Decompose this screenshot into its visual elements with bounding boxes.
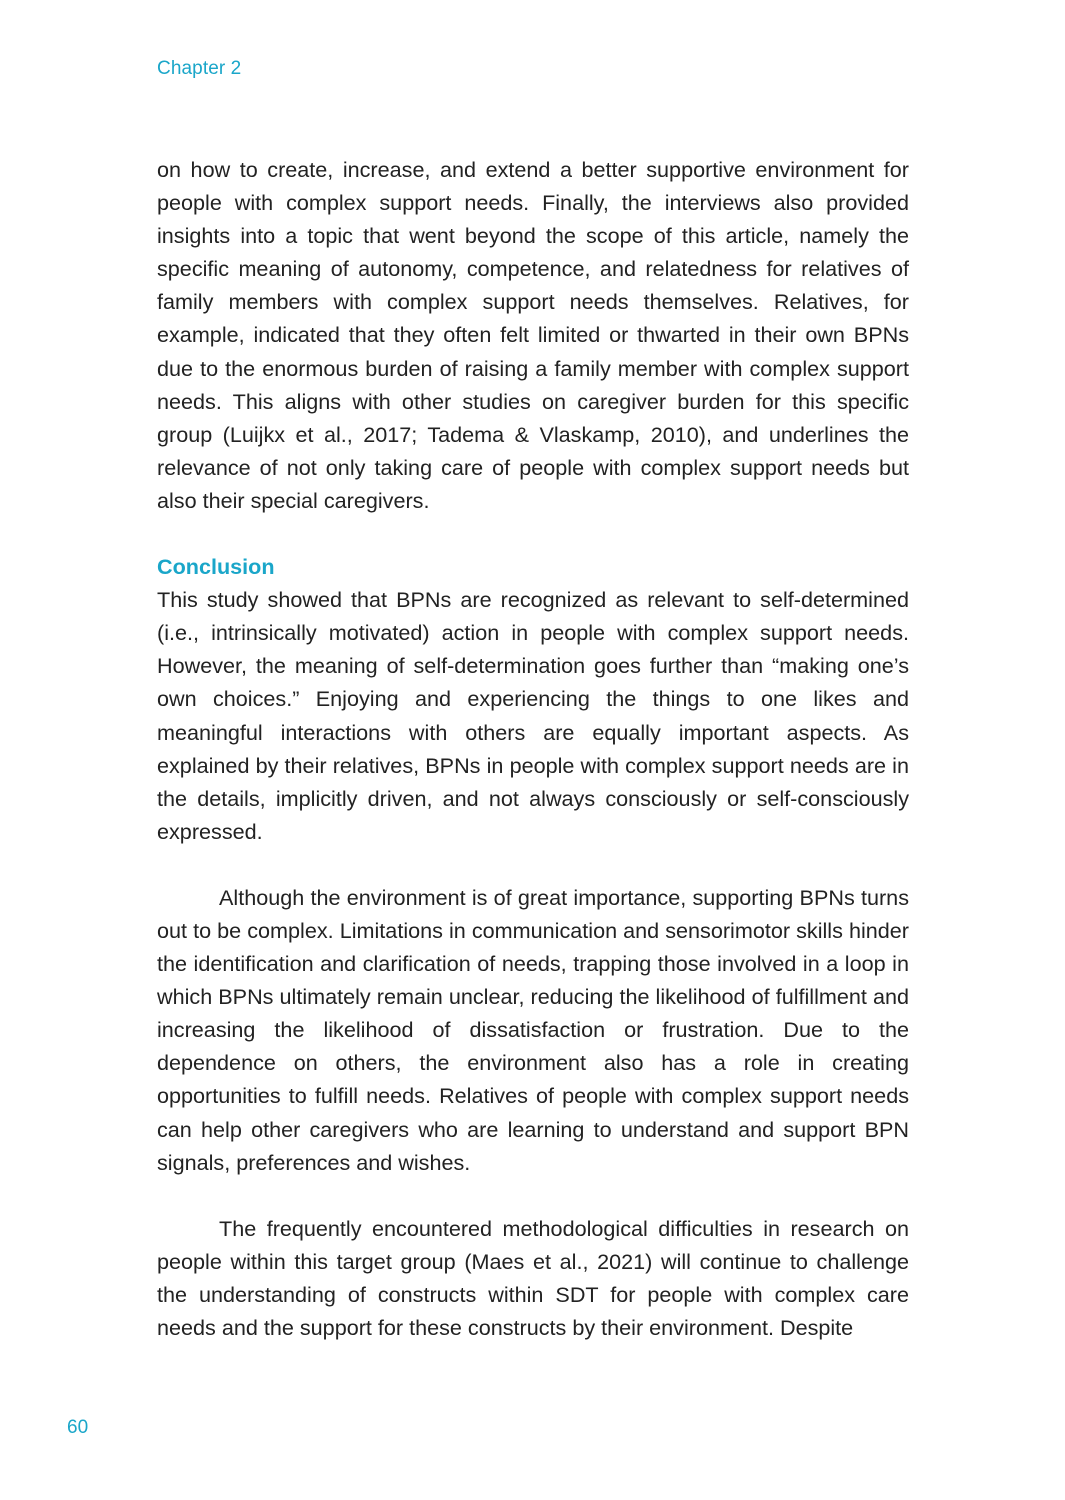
paragraph-conclusion-3: The frequently encountered methodological difficulties in research on people within this target group (Maes et al., 2021) will continue to challenge the understanding of constructs within SDT for people with complex care needs and the support for these constructs by their environment. Despite (157, 1215, 909, 1340)
paragraph-conclusion-1: This study showed that BPNs are recognized as relevant to self-determined (i.e., intrinsically motivated) action in people with complex support needs. However, the meaning of self-determination goes further than “making one’s own choices.” Enjoying and experiencing the things to one likes and meaningful interactions with others are equally important aspects. As explained by their relatives, BPNs in people with complex support needs are in the details, implicitly driven, and not always consciously or self-consciously expressed. (157, 587, 909, 844)
running-head: Chapter 2 (157, 58, 242, 79)
paragraph-spacer (157, 848, 909, 881)
section-heading-conclusion: Conclusion (157, 554, 275, 580)
paragraph-continued: on how to create, increase, and extend a better supportive environment for people with complex support needs. Finally, the interviews also provided insights into a topic that went beyond the scope of this article, namely the specific meaning of autonomy, competence, and relatedness for relatives of family members with complex support needs themselves. Relatives, for example, indicated that they often felt limited or thwarted in their own BPNs due to the enormous burden of raising a family member with complex support needs. This aligns with other studies on caregiver burden for this specific group (Luijkx et al., 2017; Tadema & Vlaskamp, 2010), and underlines the relevance of not only taking care of people with complex support needs but also their special caregivers. (157, 157, 909, 513)
main-text (157, 153, 909, 1344)
paragraph-spacer (157, 1179, 909, 1212)
paragraph-conclusion-2: Although the environment is of great importance, supporting BPNs turns out to be complex. Limitations in communication and sensorimotor skills hinder the identification and clarification of needs, trapping those involved in a loop in which BPNs ultimately remain unclear, reducing the likelihood of fulfillment and increasing the likelihood of dissatisfaction or frustration. Due to the dependence on others, the environment also has a role in creating opportunities to fulfill needs. Relatives of people with complex support needs can help other caregivers who are learning to understand and support BPN signals, preferences and wishes. (157, 884, 909, 1175)
page-number: 60 (67, 1417, 89, 1438)
paragraph-spacer (157, 517, 909, 550)
